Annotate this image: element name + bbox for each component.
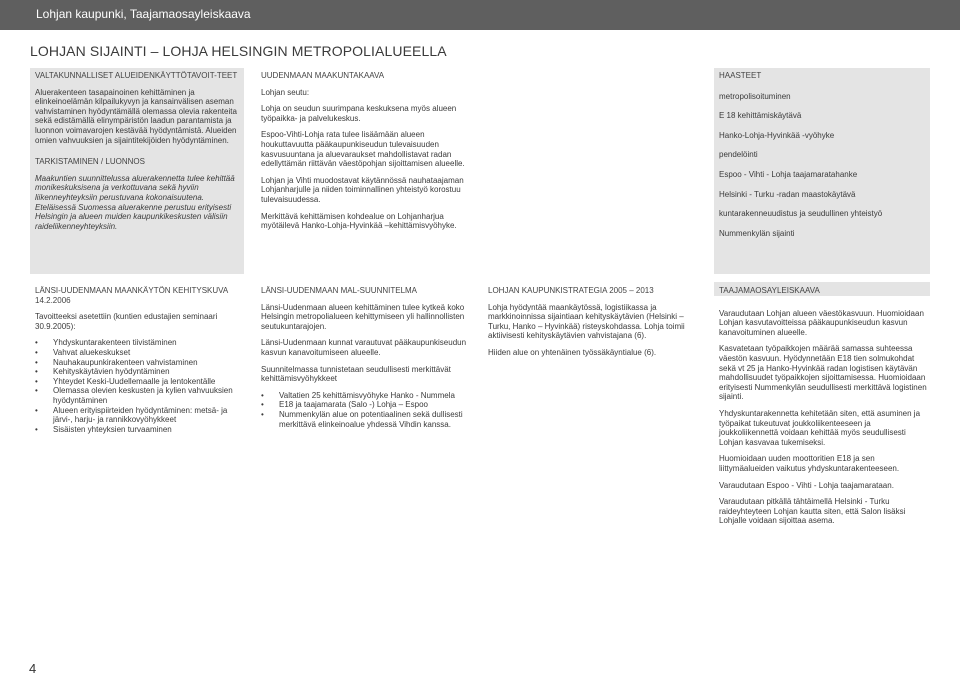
zoning-plan-heading: TAAJAMAOSAYLEISKAAVA xyxy=(719,286,820,295)
national-goals-heading: VALTAKUNNALLISET ALUEIDENKÄYTTÖTAVOIT-TEET xyxy=(35,71,238,80)
challenge-item: E 18 kehittämiskäytävä xyxy=(719,111,802,121)
land-use-vision-text: Tavoitteeksi asetettiin (kuntien edustajien seminaari 30.9.2005): xyxy=(35,312,218,331)
challenge-item: pendelöinti xyxy=(719,150,758,160)
regional-plan-subheading: Lohjan seutu: xyxy=(261,87,310,97)
land-use-vision-list xyxy=(35,338,247,434)
list-item: • Olemassa olevien keskusten ja kylien vahvuuksien hyödyntäminen xyxy=(35,386,247,405)
challenge-item: Helsinki - Turku -radan maastokäytävä xyxy=(719,189,856,199)
mal-plan-list xyxy=(261,391,473,429)
mal-plan-text-3: Suunnitelmassa tunnistetaan seudullisesti merkittävät kehittämisvyöhykkeet xyxy=(261,364,451,384)
regional-plan-column xyxy=(261,71,473,231)
challenge-item: kuntarakenneuudistus ja seudullinen yhteistyö xyxy=(719,209,883,219)
city-strategy-text-1: Lohja hyödyntää maankäytössä, logistiikassa ja markkinoinnissa sijaintiaan kehityskäytävien (Helsinki – Turku, Hanko – Hyvinkää) risteyskohdassa. Lohja toimii aktiivisesti kehityskäytävien vahvistajana (6). xyxy=(488,302,685,341)
list-item: • Nauhakaupunkirakenteen vahvistaminen xyxy=(35,358,247,368)
mal-plan-text-1: Länsi-Uudenmaan alueen kehittäminen tulee kytkeä koko Helsingin metropolialueen kehittymiseen yli hallinnollisten seutukuntarajojen. xyxy=(261,302,465,331)
regional-plan-text-4: Merkittävä kehittämisen kohdealue on Lohjanharjua myötäilevä Hanko-Lohja-Hyvinkää –kehittämisvyöhyke. xyxy=(261,211,457,231)
list-item: • E18 ja taajamarata (Salo -) Lohja – Espoo xyxy=(261,400,473,410)
national-goals-column xyxy=(35,71,240,231)
zoning-plan-text-4: Huomioidaan uuden moottoritien E18 ja sen liittymäalueiden vaikutus yhdyskuntarakenteeseen. xyxy=(719,454,900,473)
national-goals-text: Aluerakenteen tasapainoinen kehittäminen ja elinkeinoelämän kilpailukyvyn ja kansainvälisen aseman vahvistaminen hyödyntämällä olemassa olevia rakenteita sekä edistämällä elinympäristön laadun parantamista ja luonnon voimavarojen kestävää hyödyntämistä. Alueiden omien vahvuuksien ja sijaintitekijöiden hyödyntäminen. xyxy=(35,87,237,145)
list-item: • Yhdyskuntarakenteen tiivistäminen xyxy=(35,338,247,348)
list-item: • Sisäisten yhteyksien turvaaminen xyxy=(35,425,247,435)
land-use-vision-heading: LÄNSI-UUDENMAAN MAANKÄYTÖN KEHITYSKUVA 14.2.2006 xyxy=(35,286,228,305)
regional-plan-text-3: Lohjan ja Vihti muodostavat käytännössä nauhataajaman Lohjanharjulle ja niiden toiminnallinen yhteistyö korostuu tulevaisuudessa. xyxy=(261,175,464,204)
challenge-item: metropolisoituminen xyxy=(719,91,791,101)
review-draft-text: Maakuntien suunnittelussa aluerakennetta tulee kehittää monikeskuksisena ja verkottuvana sekä hyviin liikenneyhteyksiin perustuvana kokonaisuutena. Eteläisessä Suomessa aluerakenne perustuu erityisesti Helsingin ja alueen muiden kaupunkikeskusten välisiin raideliikenneyhteyksiin. xyxy=(35,173,235,231)
zoning-plan-text-3: Yhdyskuntarakennetta kehitetään siten, että asuminen ja työpaikat tukeutuvat joukkoliikenteeseen ja joukkoliikennettä voidaan kehittää myös seudullisesti Lohjan kasvavaa tukemiseksi. xyxy=(719,408,921,447)
challenge-item: Nummenkylän sijainti xyxy=(719,228,795,238)
list-item: • Nummenkylän alue on potentiaalinen sekä dullisesti merkittävä elinkeinoalue yhdessä Vihdin kanssa. xyxy=(261,410,473,429)
page-number: 4 xyxy=(29,661,37,676)
city-strategy-text-2: Hiiden alue on yhtenäinen työssäkäyntialue (6). xyxy=(488,347,657,357)
challenges-column xyxy=(719,71,927,248)
zoning-plan-text-6: Varaudutaan pitkällä tähtäimellä Helsinki - Turku raideyhteyteen Lohjan kautta siten, että Salon lisäksi Lohjalle voidaan sijoittaa asema. xyxy=(719,497,906,526)
mal-plan-heading: LÄNSI-UUDENMAAN MAL-SUUNNITELMA xyxy=(261,286,418,295)
page-title: LOHJAN SIJAINTI – LOHJA HELSINGIN METROPOLIALUEELLA xyxy=(30,43,447,59)
regional-plan-heading: UUDENMAAN MAAKUNTAKAAVA xyxy=(261,71,385,80)
regional-plan-text-2: Espoo-Vihti-Lohja rata tulee lisäämään alueen houkuttavuutta pääkaupunkiseudun tulevaisuuden kasvusuuntana ja aluevaraukset mahdollistavat radan edellyttämän riittävän väestöpohjan sijoittamisen alueelle. xyxy=(261,130,465,169)
list-item: • Vahvat aluekeskukset xyxy=(35,348,247,358)
regional-plan-text-1: Lohja on seudun suurimpana keskuksena myös alueen työpaikka- ja palvelukeskus. xyxy=(261,104,457,123)
document-title: Lohjan kaupunki, Taajamaosayleiskaava xyxy=(36,7,251,21)
header-bar xyxy=(0,0,960,30)
review-draft-heading: TARKISTAMINEN / LUONNOS xyxy=(35,157,145,167)
list-item: • Alueen erityispiirteiden hyödyntäminen: metsä- ja järvi-, harju- ja rannikkovyöhykkeet xyxy=(35,406,247,425)
mal-plan-text-2: Länsi-Uudenmaan kunnat varautuvat pääkaupunkiseudun kasvun kanavoitumiseen alueelle. xyxy=(261,338,467,357)
zoning-plan-text-2: Kasvatetaan työpaikkojen määrää samassa suhteessa väestön kasvuun. Hyödynnetään E18 tien solmukohdat sekä vt 25 ja Hanko-Hyvinkää radan logistisen käytävän mahdollisuudet työpaikkojen sijoittamisessa. Huomioidaan erityisesti Nummenkylän seudullisesti merkittävä logistinen sijainti. xyxy=(719,344,927,402)
zoning-plan-text-5: Varaudutaan Espoo - Vihti - Lohja taajamarataan. xyxy=(719,480,894,490)
challenge-item: Hanko-Lohja-Hyvinkää -vyöhyke xyxy=(719,130,835,140)
city-strategy-column xyxy=(488,286,703,358)
list-item: • Valtatien 25 kehittämisvyöhyke Hanko - Nummela xyxy=(261,391,473,401)
mal-plan-column xyxy=(261,286,473,429)
zoning-plan-text-1: Varaudutaan Lohjan alueen väestökasvuun. Huomioidaan Lohjan kasvutavoitteissa pääkaupunkiseudun kasvun kanavoituminen alueelle. xyxy=(719,308,924,337)
land-use-vision-column xyxy=(35,286,247,434)
zoning-plan-column xyxy=(719,286,931,526)
list-item: • Kehityskäytävien hyödyntäminen xyxy=(35,367,247,377)
challenge-item: Espoo - Vihti - Lohja taajamaratahanke xyxy=(719,169,858,179)
challenges-heading: HAASTEET xyxy=(719,71,762,80)
city-strategy-heading: LOHJAN KAUPUNKISTRATEGIA 2005 – 2013 xyxy=(488,286,654,295)
list-item: • Yhteydet Keski-Uudellemaalle ja lentokentälle xyxy=(35,377,247,387)
